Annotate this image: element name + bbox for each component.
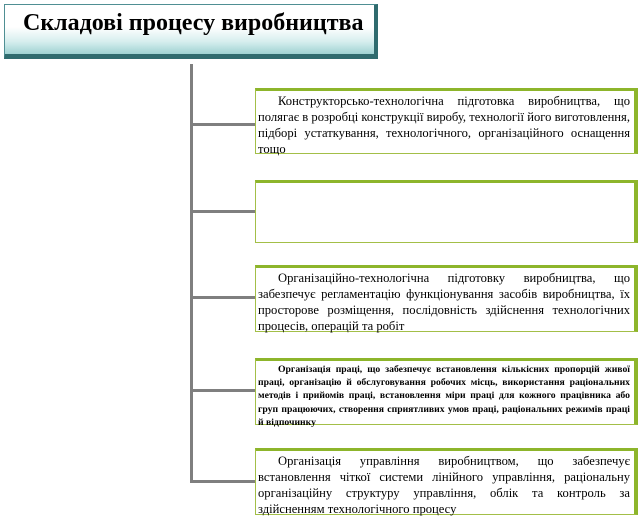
trunk-connector xyxy=(190,64,193,483)
component-text-design-prep: Конструкторсько-технологічна підготовка виробництва, що полягає в розробці конструкції виробу, технології його виготовлення, підборі устаткування, технологічного, організаційного оснащення тощо xyxy=(258,94,630,156)
diagram-title: Складові процесу виробництва xyxy=(23,10,364,36)
branch-connector-3 xyxy=(190,296,256,299)
component-box-labour-org xyxy=(255,358,638,428)
diagram-title-box xyxy=(4,4,378,59)
component-box-management-org xyxy=(255,448,638,515)
branch-connector-2 xyxy=(190,210,256,213)
component-text-management-org: Організація управління виробництвом, що забезпечує встановлення чіткої системи лінійного управління, раціональну організаційну структуру управління, облік та контроль за здійсненням технологічного процесу xyxy=(258,454,630,516)
branch-connector-1 xyxy=(190,123,256,126)
branch-connector-5 xyxy=(190,480,256,483)
branch-connector-4 xyxy=(190,389,256,392)
component-box-empty xyxy=(255,180,638,243)
component-text-labour-org: Організація праці, що забезпечує встановлення кількісних пропорцій живої праці, організацію й обслуговування робочих місць, використання раціональних методів і прийомів праці, встановлення міри праці для кожного працівника або груп працюючих, створення сприятливих умов праці, раціональних режимів праці й відпочинку xyxy=(258,364,630,428)
component-text-org-tech-prep: Організаційно-технологічна підготовку виробництва, що забезпечує регламентацію функціонування засобів виробництва, їх просторове розміщення, послідовність здійснення технологічних процесів, операцій та робіт xyxy=(258,271,630,333)
component-box-org-tech-prep xyxy=(255,265,638,332)
component-box-design-prep xyxy=(255,88,638,154)
